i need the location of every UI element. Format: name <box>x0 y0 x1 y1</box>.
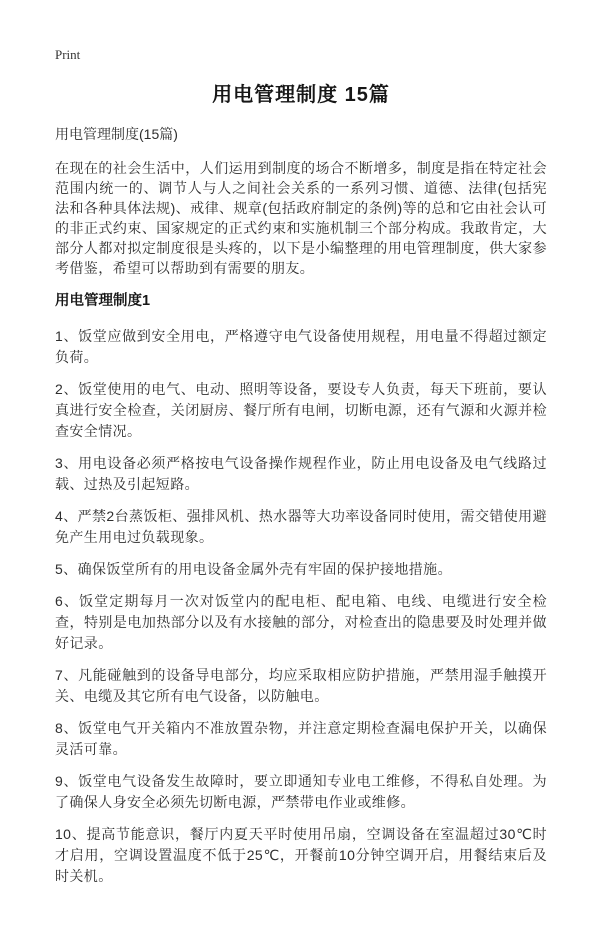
rule-item-4: 4、严禁2台蒸饭柜、强排风机、热水器等大功率设备同时使用，需交错使用避免产生用电过负载现象。 <box>55 508 547 545</box>
rule-item-7: 7、凡能碰触到的设备导电部分，均应采取相应防护措施，严禁用湿手触摸开关、电缆及其它所有电气设备，以防触电。 <box>55 667 547 704</box>
rule-item-8: 8、饭堂电气开关箱内不准放置杂物，并注意定期检查漏电保护开关，以确保灵活可靠。 <box>55 720 547 757</box>
rule-item-6: 6、饭堂定期每月一次对饭堂内的配电柜、配电箱、电线、电缆进行安全检查，特别是电加热部分以及有水接触的部分，对检查出的隐患要及时处理并做好记录。 <box>55 593 547 651</box>
rule-item-3: 3、用电设备必须严格按电气设备操作规程作业，防止用电设备及电气线路过载、过热及引起短路。 <box>55 455 547 492</box>
section-heading: 用电管理制度1 <box>55 293 151 309</box>
rule-item-9: 9、饭堂电气设备发生故障时，要立即通知专业电工维修，不得私自处理。为了确保人身安全必须先切断电源，严禁带电作业或维修。 <box>55 773 547 810</box>
document-subtitle: 用电管理制度(15篇) <box>55 126 178 142</box>
intro-paragraph: 在现在的社会生活中，人们运用到制度的场合不断增多，制度是指在特定社会范围内统一的、调节人与人之间社会关系的一系列习惯、道德、法律(包括宪法和各种具体法规)、戒律、规章(包括政府制定的条例)等的总和它由社会认可的非正式约束、国家规定的正式约束和实施机制三个部分构成。我敢肯定，大部分人都对拟定制度很是头疼的，以下是小编整理的用电管理制度，供大家参考借鉴，希望可以帮助到有需要的朋友。 <box>55 160 547 276</box>
print-link[interactable]: Print <box>55 47 81 62</box>
page-title: 用电管理制度 15篇 <box>212 84 390 106</box>
rule-item-5: 5、确保饭堂所有的用电设备金属外壳有牢固的保护接地措施。 <box>55 561 452 577</box>
rule-item-2: 2、饭堂使用的电气、电动、照明等设备，要设专人负责，每天下班前，要认真进行安全检查，关闭厨房、餐厅所有电闸，切断电源，还有气源和火源并检查安全情况。 <box>55 381 547 439</box>
rule-item-10: 10、提高节能意识，餐厅内夏天平时使用吊扇，空调设备在室温超过30℃时才启用，空调设置温度不低于25℃，开餐前10分钟空调开启，用餐结束后及时关机。 <box>55 826 547 884</box>
rule-item-1: 1、饭堂应做到安全用电，严格遵守电气设备使用规程，用电量不得超过额定负荷。 <box>55 328 547 365</box>
